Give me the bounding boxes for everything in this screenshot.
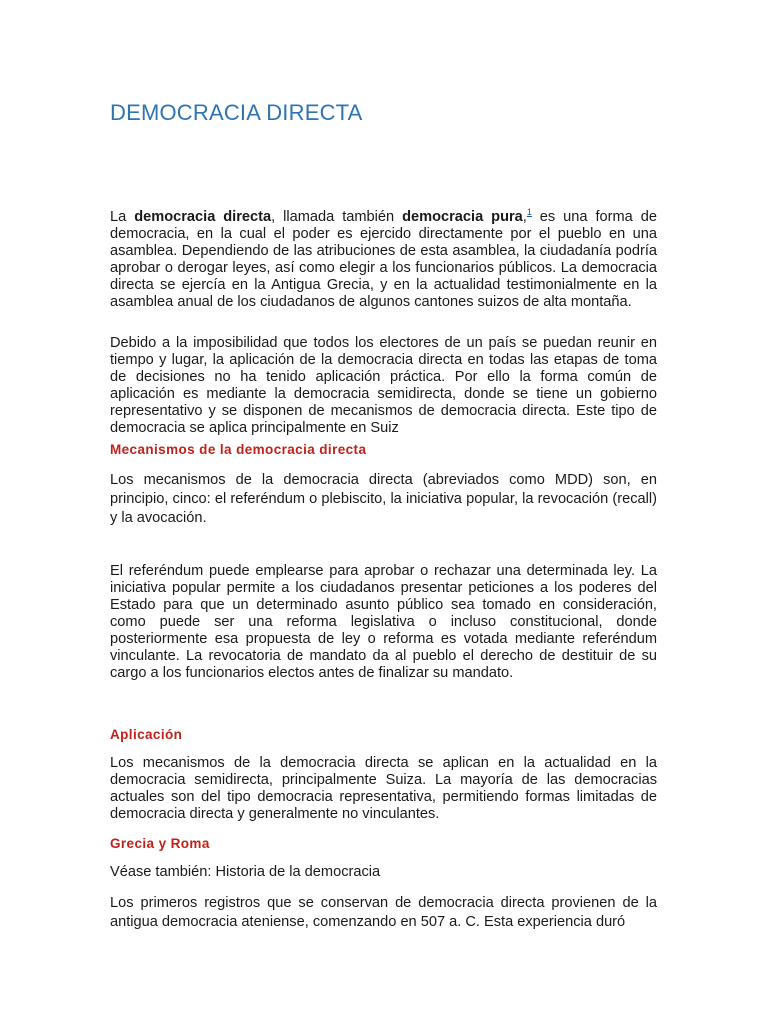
mecanismos-paragraph-2: El referéndum puede emplearse para aprobar o rechazar una determinada ley. La iniciativa popular permite a los ciudadanos presentar peticiones a los poderes del Estado para que un determinado asunto público sea tomado en consideración, como puede ser una reforma legislativa o incluso constitucional, donde posteriormente esa propuesta de ley o reforma es votada mediante referéndum vinculante. La revocatoria de mandato da al pueblo el derecho de destituir de su cargo a los funcionarios electos antes de finalizar su mandato. xyxy=(110,563,657,681)
intro-text-1: La xyxy=(110,209,135,225)
intro-paragraph xyxy=(110,209,657,311)
bold-term-democracia-pura: democracia pura xyxy=(402,209,523,225)
footnote-reference-link[interactable]: 1 xyxy=(526,207,532,218)
intro-text-4: es una forma de democracia, en la cual el poder es ejercido directamente por el pueblo en una asamblea. Dependiendo de las atribuciones de esta asamblea, la ciudadanía podría aprobar o derogar leyes, así como elegir a los funcionarios públicos. La democracia directa se ejercía en la Antigua Grecia, y en la actualidad testimonialmente en la asamblea anual de los ciudadanos de algunos cantones suizos de alta montaña. xyxy=(110,209,657,310)
bold-term-democracia-directa: democracia directa xyxy=(134,209,272,225)
intro-text-2: , llamada también xyxy=(271,209,403,225)
aplicacion-paragraph: Los mecanismos de la democracia directa se aplican en la actualidad en la democracia semidirecta, principalmente Suiza. La mayoría de las democracias actuales son del tipo democracia representativa, permitiendo formas limitadas de democracia directa y generalmente no vinculantes. xyxy=(110,755,657,822)
mecanismos-paragraph-1: Los mecanismos de la democracia directa (abreviados como MDD) son, en principio, cinco: el referéndum o plebiscito, la iniciativa popular, la revocación (recall) y la avocación. xyxy=(110,472,657,526)
section-heading-aplicacion: Aplicación xyxy=(110,727,183,742)
second-paragraph: Debido a la imposibilidad que todos los electores de un país se puedan reunir en tiempo y lugar, la aplicación de la democracia directa en todas las etapas de toma de decisiones no ha tenido aplicación práctica. Por ello la forma común de aplicación es mediante la democracia semidirecta, donde se tiene un gobierno representativo y se disponen de mecanismos de democracia directa. Este tipo de democracia se aplica principalmente en Suiz xyxy=(110,335,657,436)
see-also-line: Véase también: Historia de la democracia xyxy=(110,864,381,880)
intro-text-3: , xyxy=(522,209,527,225)
page-title: DEMOCRACIA DIRECTA xyxy=(110,100,363,125)
grecia-paragraph: Los primeros registros que se conservan de democracia directa provienen de la antigua democracia ateniense, comenzando en 507 a. C. Esta experiencia duró xyxy=(110,895,657,930)
section-heading-grecia-roma: Grecia y Roma xyxy=(110,836,210,851)
section-heading-mecanismos: Mecanismos de la democracia directa xyxy=(110,442,367,457)
